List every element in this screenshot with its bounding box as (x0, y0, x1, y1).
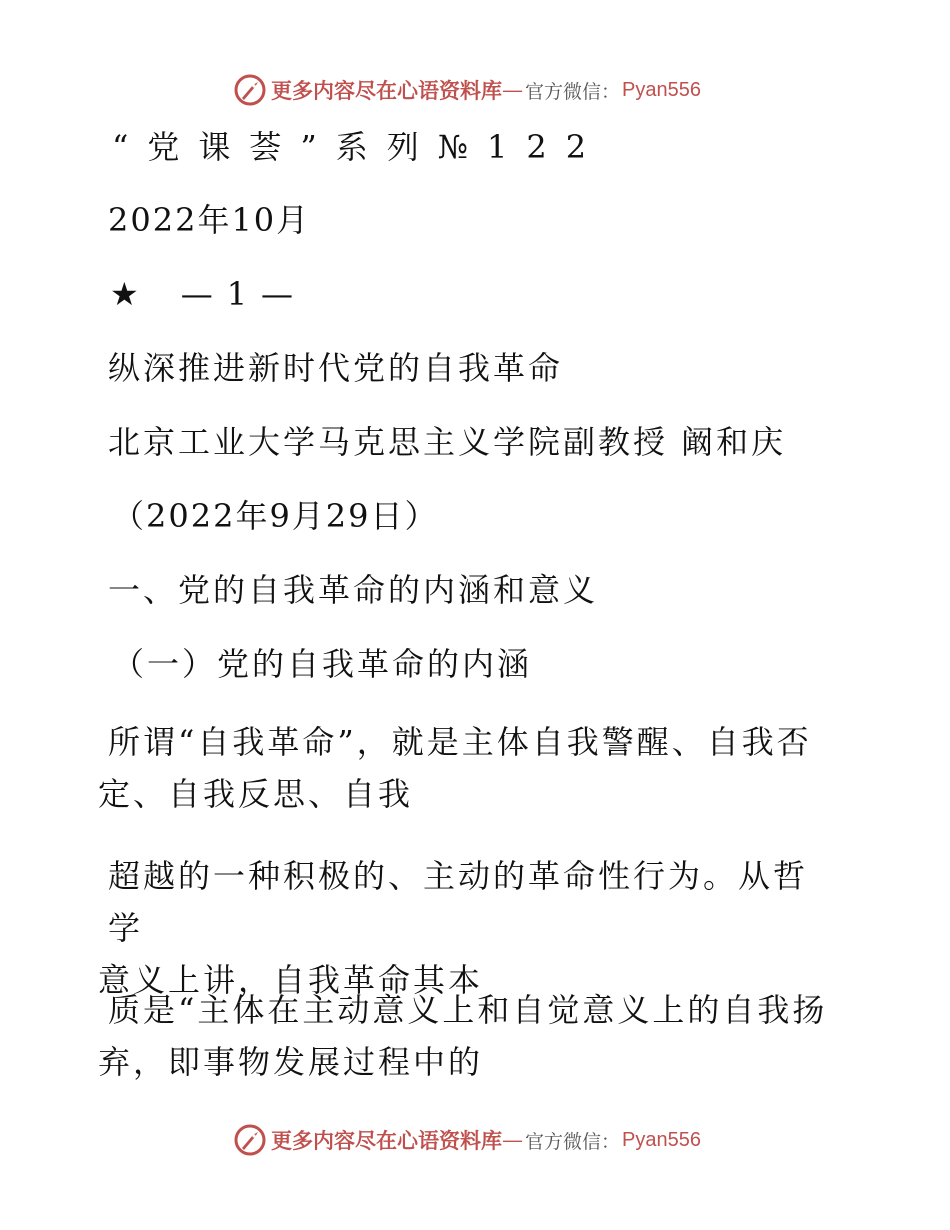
paragraph-line: 超越的一种积极的、主动的革命性行为。从哲学 (108, 857, 809, 947)
article-date: （2022年9月29日） (112, 497, 439, 535)
pen-nib-logo-icon (233, 1123, 267, 1157)
section-heading: 一、党的自我革命的内涵和意义 (108, 571, 599, 609)
page-number: —1— (180, 275, 308, 313)
banner-wechat-id: Pyan556 (622, 78, 701, 101)
paragraph-line: 所谓“自我革命”，就是主体自我警醒、自我否 (108, 723, 812, 761)
paragraph-line: 意义上讲，自我革命其本 (98, 961, 484, 999)
paragraph (98, 984, 838, 1088)
banner-wechat-label: 官方微信： (525, 80, 621, 103)
footer-banner (233, 1122, 701, 1158)
banner-dash: — (502, 1128, 523, 1152)
subsection-heading: （一）党的自我革命的内涵 (112, 645, 533, 683)
series-title: “党课荟”系列№122 (112, 128, 606, 166)
article-title: 纵深推进新时代党的自我革命 (108, 349, 564, 387)
paragraph (98, 716, 838, 820)
banner-main-text: 更多内容尽在心语资料库 (271, 78, 502, 103)
paragraph-line: 弃，即事物发展过程中的 (98, 1043, 484, 1081)
paragraph (98, 850, 838, 1006)
paragraph-line: 质是“主体在主动意义上和自觉意义上的自我扬 (108, 991, 828, 1029)
header-banner (233, 72, 701, 108)
banner-wechat-id: Pyan556 (622, 1128, 701, 1151)
issue-date: 2022年10月 (108, 201, 311, 239)
star-icon: ★ (110, 275, 139, 313)
article-author: 北京工业大学马克思主义学院副教授 阚和庆 (108, 423, 787, 461)
paragraph-line: 定、自我反思、自我 (98, 775, 414, 813)
banner-main-text: 更多内容尽在心语资料库 (271, 1128, 502, 1153)
page-marker (110, 274, 307, 314)
pen-nib-logo-icon (233, 73, 267, 107)
banner-dash: — (502, 78, 523, 102)
banner-wechat-label: 官方微信： (525, 1130, 621, 1153)
